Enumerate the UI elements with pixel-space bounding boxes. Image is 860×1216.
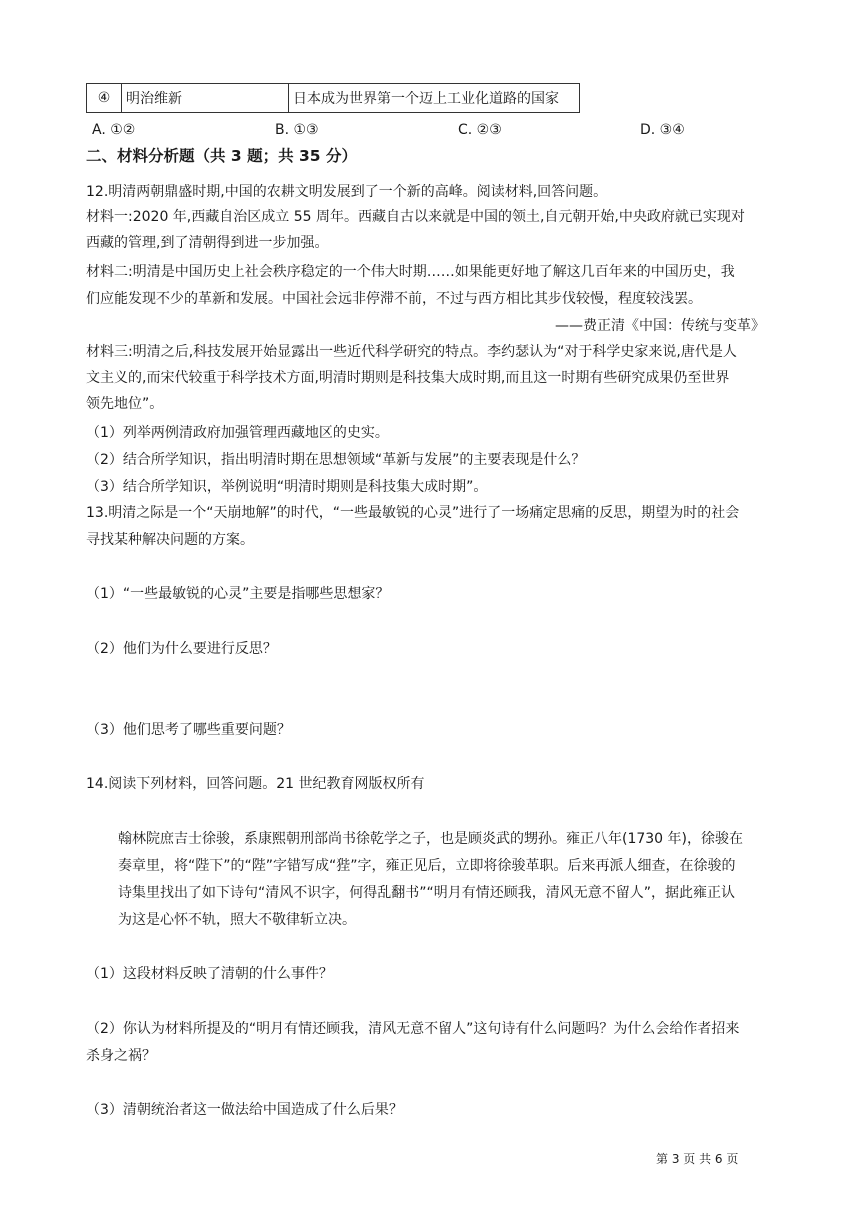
q14-passage-line4: 为这是心怀不轨，照大不敬律斩立决。 [118, 912, 356, 928]
table-cell-result: 日本成为世界第一个迈上工业化道路的国家 [289, 84, 580, 113]
q13-sub2: （2）他们为什么要进行反思？ [86, 641, 277, 657]
q13-line1: 13.明清之际是一个“天崩地解”的时代，“一些最敏锐的心灵”进行了一场痛定思痛的反思，期望为时的社会 [86, 505, 740, 521]
q12-material1-line1: 材料一:2020 年,西藏自治区成立 55 周年。西藏自古以来就是中国的领土,自元朝开始,中央政府就已实现对 [86, 209, 745, 225]
choice-c: C. ②③ [458, 122, 502, 138]
table-cell-event: 明治维新 [122, 84, 289, 113]
q13-line2: 寻找某种解决问题的方案。 [86, 532, 254, 548]
q12-material3-line1: 材料三:明清之后,科技发展开始显露出一些近代科学研究的特点。李约瑟认为“对于科学史家来说,唐代是人 [86, 344, 737, 360]
table-cell-number: ④ [87, 84, 122, 113]
q14-passage-line1: 翰林院庶吉士徐骏，系康熙朝刑部尚书徐乾学之子，也是顾炎武的甥孙。雍正八年(1730 年)，徐骏在 [118, 831, 744, 847]
section-title: 二、材料分析题（共 3 题；共 35 分） [86, 147, 357, 165]
q12-material3-line2: 文主义的,而宋代较重于科学技术方面,明清时期则是科技集大成时期,而且这一时期有些研究成果仍至世界 [86, 370, 730, 386]
q14-passage-line2: 奏章里，将“陛下”的“陛”字错写成“狴”字，雍正见后，立即将徐骏革职。后来再派人细查，在徐骏的 [118, 858, 736, 874]
q14-sub2-line1: （2）你认为材料所提及的“明月有情还顾我，清风无意不留人”这句诗有什么问题吗？为什么会给作者招来 [86, 1021, 740, 1037]
q12-material3-line3: 领先地位”。 [86, 396, 164, 412]
q12-material2-source: ——费正清《中国：传统与变革》 [555, 318, 765, 334]
q13-sub3: （3）他们思考了哪些重要问题？ [86, 722, 291, 738]
answer-table [86, 83, 580, 113]
table-row [87, 84, 580, 113]
q12-material2-line2: 们应能发现不少的革新和发展。中国社会远非停滞不前，不过与西方相比其步伐较慢，程度较浅罢。 [86, 291, 702, 307]
q12-intro: 12.明清两朝鼎盛时期,中国的农耕文明发展到了一个新的高峰。阅读材料,回答问题。 [86, 184, 608, 200]
choice-d: D. ③④ [640, 122, 685, 138]
page-footer: 第 3 页 共 6 页 [656, 1152, 739, 1166]
q12-material2-line1: 材料二:明清是中国历史上社会秩序稳定的一个伟大时期……如果能更好地了解这几百年来的中国历史，我 [86, 264, 735, 280]
q14-sub1: （1）这段材料反映了清朝的什么事件？ [86, 966, 333, 982]
q12-material1-line2: 西藏的管理,到了清朝得到进一步加强。 [86, 235, 329, 251]
choice-a: A. ①② [92, 122, 136, 138]
q12-sub3: （3）结合所学知识，举例说明“明清时期则是科技集大成时期”。 [86, 479, 488, 495]
choice-b: B. ①③ [275, 122, 319, 138]
q12-sub2: （2）结合所学知识，指出明清时期在思想领域“革新与发展”的主要表现是什么？ [86, 452, 586, 468]
q13-sub1: （1）“一些最敏锐的心灵”主要是指哪些思想家？ [86, 586, 390, 602]
q14-passage-line3: 诗集里找出了如下诗句“清风不识字，何得乱翻书”“明月有情还顾我，清风无意不留人”，据此雍正认 [118, 885, 736, 901]
q14-sub3: （3）清朝统治者这一做法给中国造成了什么后果？ [86, 1102, 403, 1118]
q12-sub1: （1）列举两例清政府加强管理西藏地区的史实。 [86, 425, 389, 441]
q14-sub2-line2: 杀身之祸？ [86, 1048, 156, 1064]
q14-intro: 14.阅读下列材料，回答问题。21 世纪教育网版权所有 [86, 776, 425, 792]
